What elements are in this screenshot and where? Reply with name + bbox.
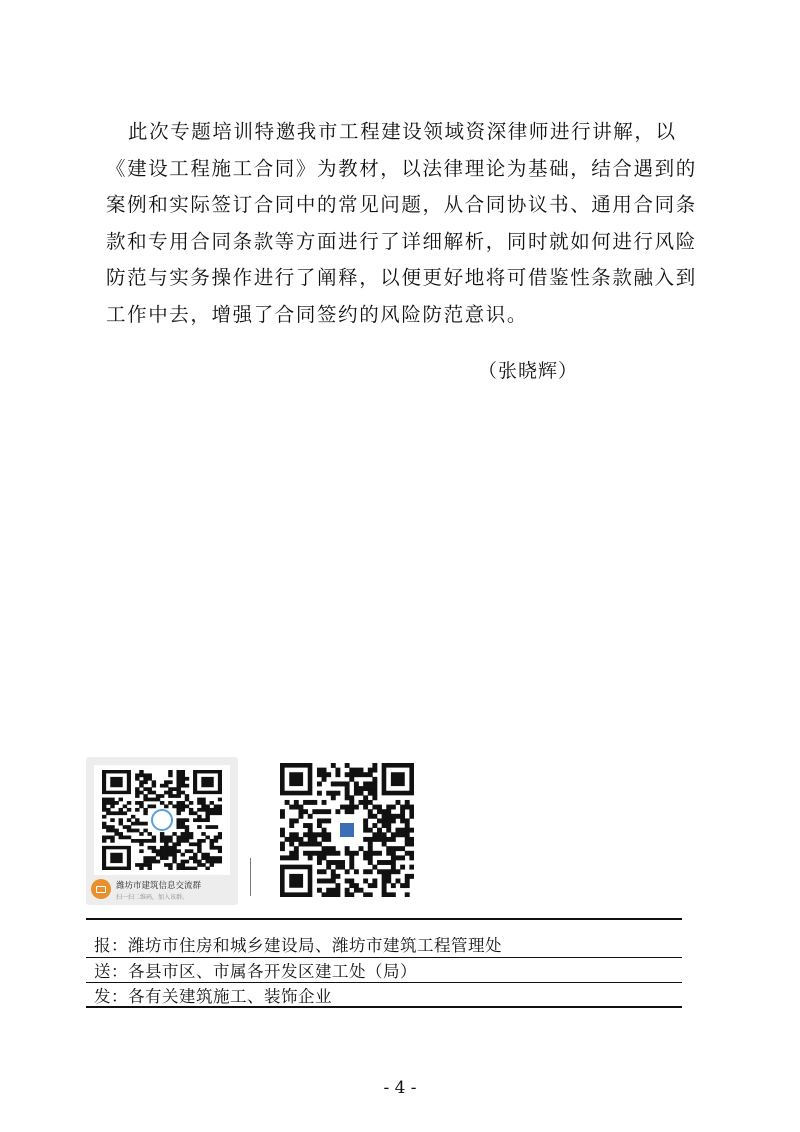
send-to-line: 送：各县市区、市属各开发区建工处（局） (94, 962, 417, 981)
article-line: 防范与实务操作进行了阐释，以便更好地将可借鉴性条款融入到 (106, 266, 697, 289)
bottom-rule (86, 1006, 682, 1008)
article-line: 款和专用合同条款等方面进行了详细解析，同时就如何进行风险 (106, 229, 697, 253)
article-line: 工作中去，增强了合同签约的风险防范意识。 (106, 302, 529, 326)
page-number: - 4 - (383, 1078, 417, 1098)
author-signature: （张晓辉） (478, 360, 579, 382)
group-hint: 扫一扫二维码，加入该群。 (116, 894, 189, 901)
qr-card-footer (86, 877, 238, 905)
official-account-qr-code (280, 763, 414, 897)
group-qr-code (102, 770, 222, 870)
article-paragraph (106, 114, 696, 333)
article-line: 《建设工程施工合同》为教材，以法律理论为基础，结合遇到的 (106, 156, 697, 180)
issue-to-line: 发：各有关建筑施工、装饰企业 (94, 987, 332, 1006)
top-rule (86, 918, 682, 920)
group-avatar-icon (152, 810, 172, 830)
report-to-line: 报：潍坊市住房和城乡建设局、潍坊市建筑工程管理处 (94, 936, 502, 955)
wechat-group-qr-card (86, 757, 238, 905)
article-line: 此次专题培训特邀我市工程建设领域资深律师进行讲解，以 (128, 120, 677, 143)
building-logo-icon (340, 823, 354, 837)
article-line: 案例和实际签订合同中的常见问题，从合同协议书、通用合同条 (106, 193, 697, 216)
divider (250, 858, 251, 896)
group-chat-icon (91, 879, 111, 899)
group-name: 潍坊市建筑信息交流群 (116, 881, 202, 891)
